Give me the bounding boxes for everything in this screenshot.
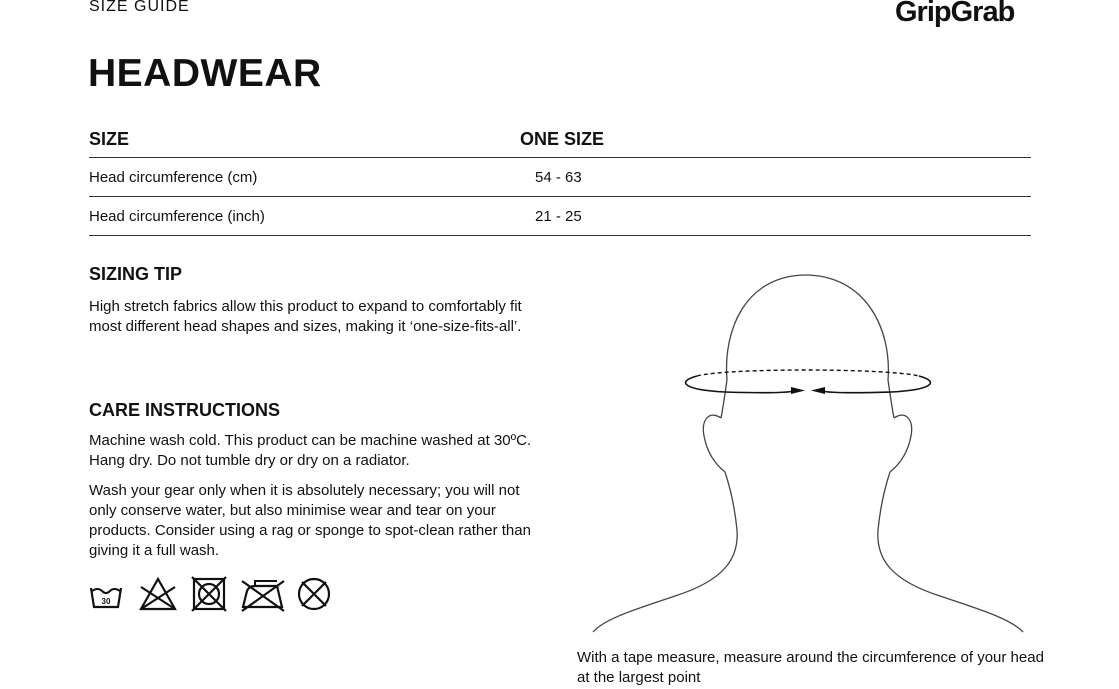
care-symbols [89, 575, 339, 615]
row-label: Head circumference (cm) [89, 169, 258, 186]
illustration-caption: With a tape measure, measure around the circumference of your head at the largest point [577, 649, 1044, 686]
no-tumble-dry-icon [190, 575, 228, 615]
row-value: 21 - 25 [535, 208, 582, 225]
wash-30-icon [89, 575, 123, 615]
head-measurement-illustration [585, 268, 1035, 638]
one-size-column-header: ONE SIZE [520, 129, 605, 149]
care-text-1: Machine wash cold. This product can be machine washed at 30ºC. Hang dry. Do not tumble dry or dry on a radiator. [89, 432, 532, 469]
page-title: HEADWEAR [88, 52, 322, 95]
row-value: 54 - 63 [535, 169, 582, 186]
wash-temp-label: 30 [101, 597, 111, 606]
tape-measure [686, 370, 931, 394]
sizing-tip-heading: SIZING TIP [89, 264, 183, 284]
care-instructions-heading: CARE INSTRUCTIONS [89, 400, 281, 420]
guide-label: SIZE GUIDE [89, 0, 190, 15]
no-bleach-icon [139, 575, 177, 615]
brand-logo: GripGrab [895, 0, 1015, 28]
size-table [89, 122, 1031, 236]
row-label: Head circumference (inch) [89, 208, 265, 225]
care-text-2: Wash your gear only when it is absolutely necessary; you will not only conserve water, but also minimise wear and tear on your products. Consider using a rag or sponge to spot-clean rather than giving it a full wash. [89, 482, 531, 559]
size-column-header: SIZE [89, 129, 130, 149]
sizing-tip-text: High stretch fabrics allow this product to expand to comfortably fit most different head shapes and sizes, making it ‘one-size-fits-all’. [89, 298, 522, 335]
table-row [89, 197, 1031, 236]
no-dry-clean-icon [295, 575, 333, 615]
size-table-header [89, 122, 1031, 158]
table-row [89, 158, 1031, 197]
head-outline [593, 275, 1023, 632]
no-iron-icon [240, 575, 286, 615]
